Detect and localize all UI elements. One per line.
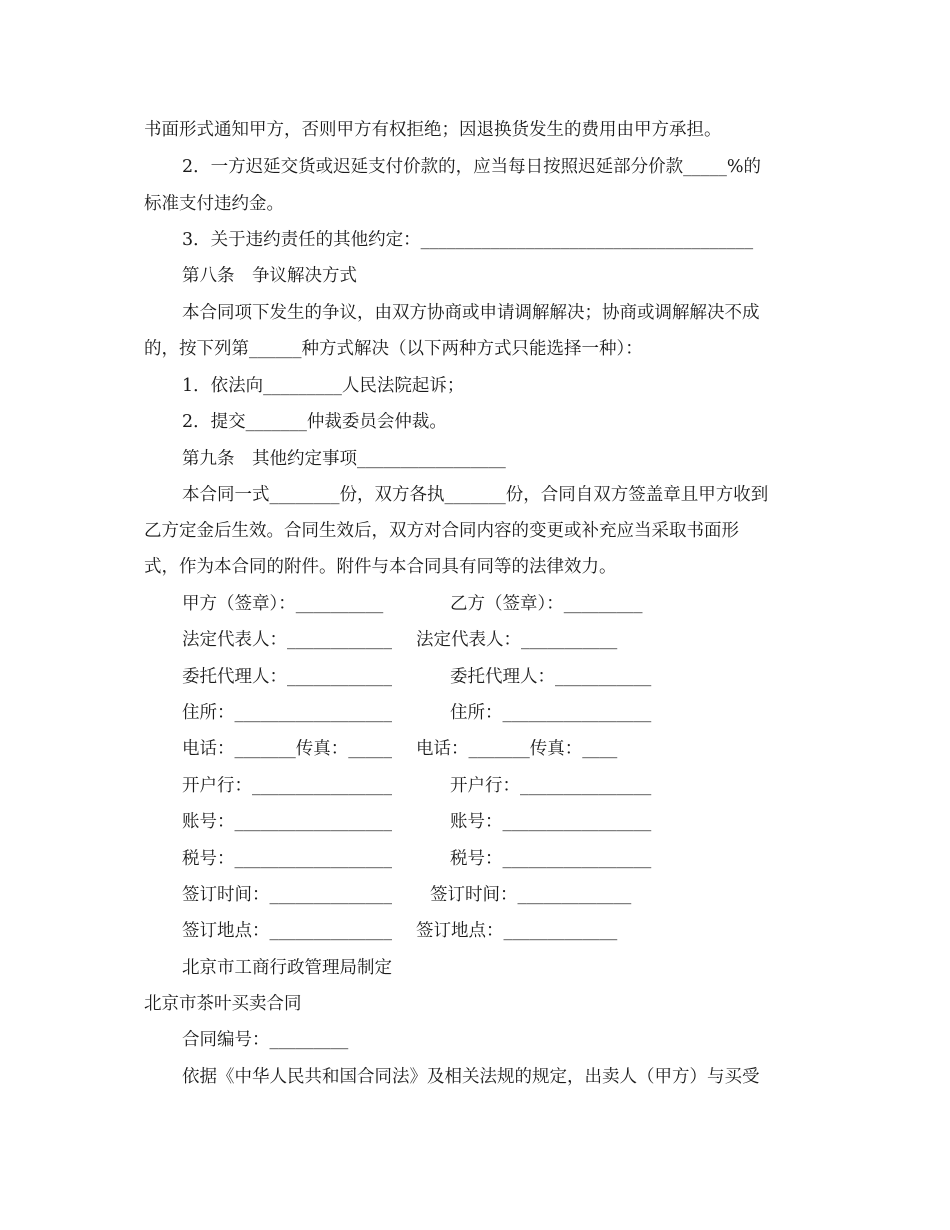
maker-note: 北京市工商行政管理局制定 <box>182 958 392 978</box>
paragraph-line: 2．一方迟延交货或迟延支付价款的，应当每日按照迟延部分价款_____%的 <box>182 157 762 177</box>
signature-party-b: 委托代理人：___________ <box>450 667 652 687</box>
signature-party-a: 开户行：________________ <box>182 776 392 796</box>
signature-party-a: 账号：__________________ <box>182 812 392 832</box>
paragraph-line: 本合同项下发生的争议，由双方协商或申请调解解决；协商或调解解决不成 <box>182 303 760 323</box>
paragraph-line: 依据《中华人民共和国合同法》及相关法规的规定，出卖人（甲方）与买受 <box>182 1067 760 1087</box>
signature-party-b: 开户行：_______________ <box>450 776 652 796</box>
paragraph-line: 书面形式通知甲方，否则甲方有权拒绝；因退换货发生的费用由甲方承担。 <box>144 120 722 140</box>
next-contract-title: 北京市茶叶买卖合同 <box>144 994 302 1014</box>
contract-number: 合同编号：_________ <box>182 1030 349 1050</box>
signature-party-a: 签订时间：______________ <box>182 885 392 905</box>
signature-party-b: 住所：_________________ <box>450 703 652 723</box>
signature-party-b: 签订地点：_____________ <box>416 921 618 941</box>
signature-party-a: 法定代表人：____________ <box>182 630 392 650</box>
signature-party-a: 委托代理人：____________ <box>182 667 392 687</box>
signature-party-b: 电话：_______传真：____ <box>416 739 618 759</box>
section-heading: 第九条 其他约定事项_________________ <box>182 449 506 469</box>
paragraph-line: 2．提交_______仲裁委员会仲裁。 <box>182 412 447 432</box>
paragraph-line: 式，作为本合同的附件。附件与本合同具有同等的法律效力。 <box>144 557 617 577</box>
signature-party-b: 乙方（签章）：_________ <box>450 594 643 614</box>
paragraph-line: 1．依法向_________人民法院起诉； <box>182 376 465 396</box>
signature-party-a: 甲方（签章）：__________ <box>182 594 384 614</box>
signature-party-b: 法定代表人：___________ <box>416 630 618 650</box>
signature-party-b: 账号：_________________ <box>450 812 652 832</box>
signature-party-b: 税号：_________________ <box>450 849 652 869</box>
signature-party-b: 签订时间：_____________ <box>430 885 632 905</box>
paragraph-line: 标准支付违约金。 <box>144 194 284 214</box>
paragraph-line: 本合同一式________份，双方各执_______份，合同自双方签盖章且甲方收到 <box>182 485 769 505</box>
signature-party-a: 住所：__________________ <box>182 703 392 723</box>
signature-party-a: 签订地点：______________ <box>182 921 392 941</box>
paragraph-line: 乙方定金后生效。合同生效后，双方对合同内容的变更或补充应当采取书面形 <box>144 521 739 541</box>
signature-party-a: 电话：_______传真：_____ <box>182 739 392 759</box>
section-heading: 第八条 争议解决方式 <box>182 266 357 286</box>
paragraph-line: 的，按下列第______种方式解决（以下两种方式只能选择一种）： <box>144 339 643 359</box>
signature-party-a: 税号：__________________ <box>182 849 392 869</box>
paragraph-line: 3．关于违约责任的其他约定：______________________________________ <box>182 230 754 250</box>
